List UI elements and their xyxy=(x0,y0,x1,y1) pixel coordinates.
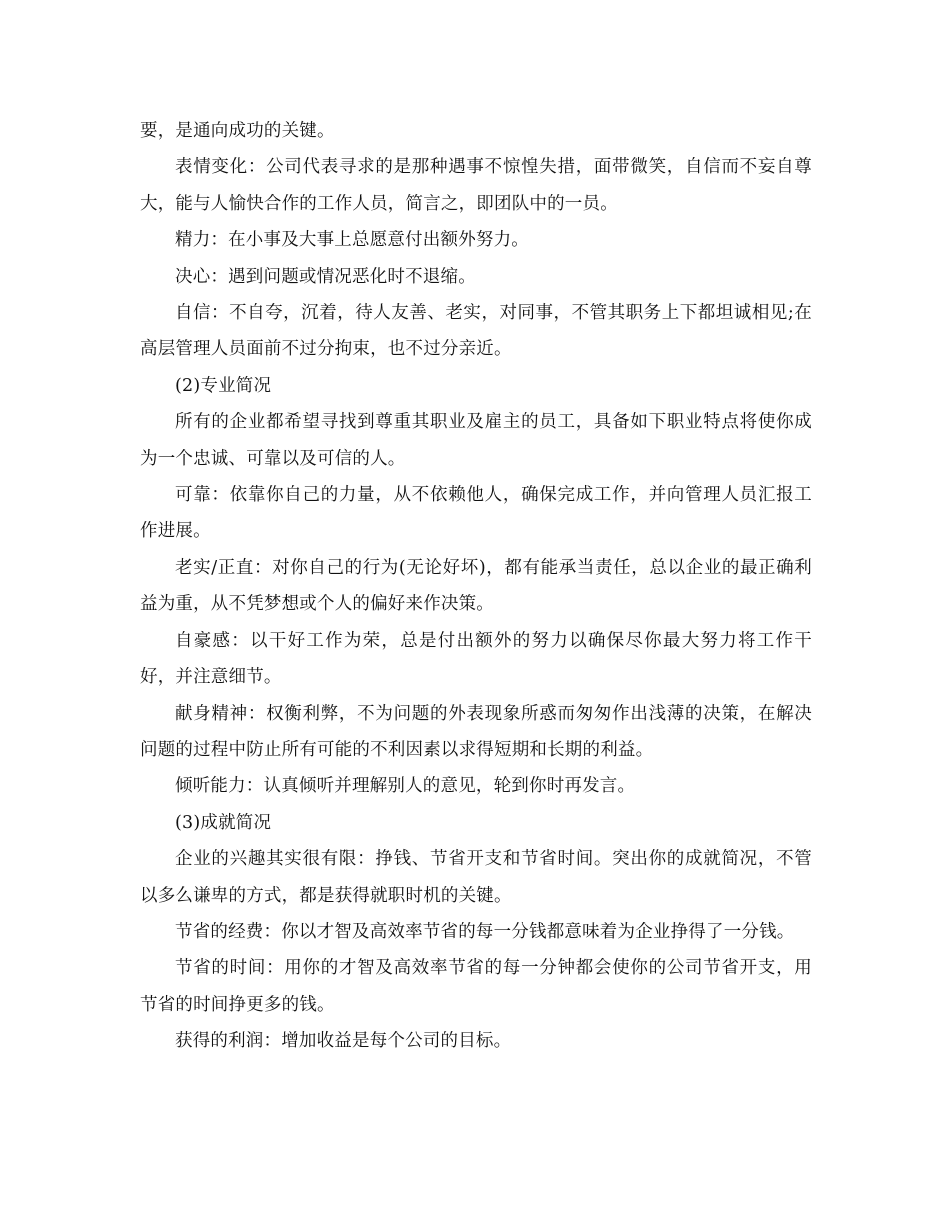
paragraph-honesty: 老实/正直：对你自己的行为(无论好坏)，都有能承当责任，总以企业的最正确利益为重，从不凭梦想或个人的偏好来作决策。 xyxy=(140,557,812,615)
paragraph-confidence: 自信：不自夸，沉着，待人友善、老实，对同事，不管其职务上下都坦诚相见;在高层管理人员面前不过分拘束，也不过分亲近。 xyxy=(140,303,812,360)
paragraph-listening: 倾听能力：认真倾听并理解别人的意见，轮到你时再发言。 xyxy=(175,776,636,797)
section-heading-professional: (2)专业简况 xyxy=(175,375,272,396)
paragraph-profit: 获得的利润：增加收益是每个公司的目标。 xyxy=(175,1031,512,1052)
paragraph-energy: 精力：在小事及大事上总愿意付出额外努力。 xyxy=(175,230,529,251)
document-body xyxy=(140,113,812,1060)
paragraph-reliable: 可靠：依靠你自己的力量，从不依赖他人，确保完成工作，并向管理人员汇报工作进展。 xyxy=(140,485,812,542)
paragraph-pride: 自豪感：以干好工作为荣，总是付出额外的努力以确保尽你最大努力将工作干好，并注意细节。 xyxy=(140,630,812,688)
paragraph-continuation: 要，是通向成功的关键。 xyxy=(140,121,335,141)
paragraph-determination: 决心：遇到问题或情况恶化时不退缩。 xyxy=(175,266,476,287)
paragraph-saved-money: 节省的经费：你以才智及高效率节省的每一分钱都意味着为企业挣得了一分钱。 xyxy=(175,921,795,942)
paragraph-professional-intro: 所有的企业都希望寻找到尊重其职业及雇主的员工，具备如下职业特点将使你成为一个忠诚、可靠以及可信的人。 xyxy=(140,412,812,469)
section-heading-achievement: (3)成就简况 xyxy=(175,812,272,833)
paragraph-achievement-intro: 企业的兴趣其实很有限：挣钱、节省开支和节省时间。突出你的成就简况，不管以多么谦卑的方式，都是获得就职时机的关键。 xyxy=(140,849,812,906)
paragraph-dedication: 献身精神：权衡利弊，不为问题的外表现象所惑而匆匆作出浅薄的决策，在解决问题的过程中防止所有可能的不利因素以求得短期和长期的利益。 xyxy=(140,703,812,760)
paragraph-expression: 表情变化：公司代表寻求的是那种遇事不惊惶失措，面带微笑，自信而不妄自尊大，能与人愉快合作的工作人员，简言之，即团队中的一员。 xyxy=(140,157,812,214)
paragraph-saved-time: 节省的时间：用你的才智及高效率节省的每一分钟都会使你的公司节省开支，用节省的时间挣更多的钱。 xyxy=(140,958,812,1015)
